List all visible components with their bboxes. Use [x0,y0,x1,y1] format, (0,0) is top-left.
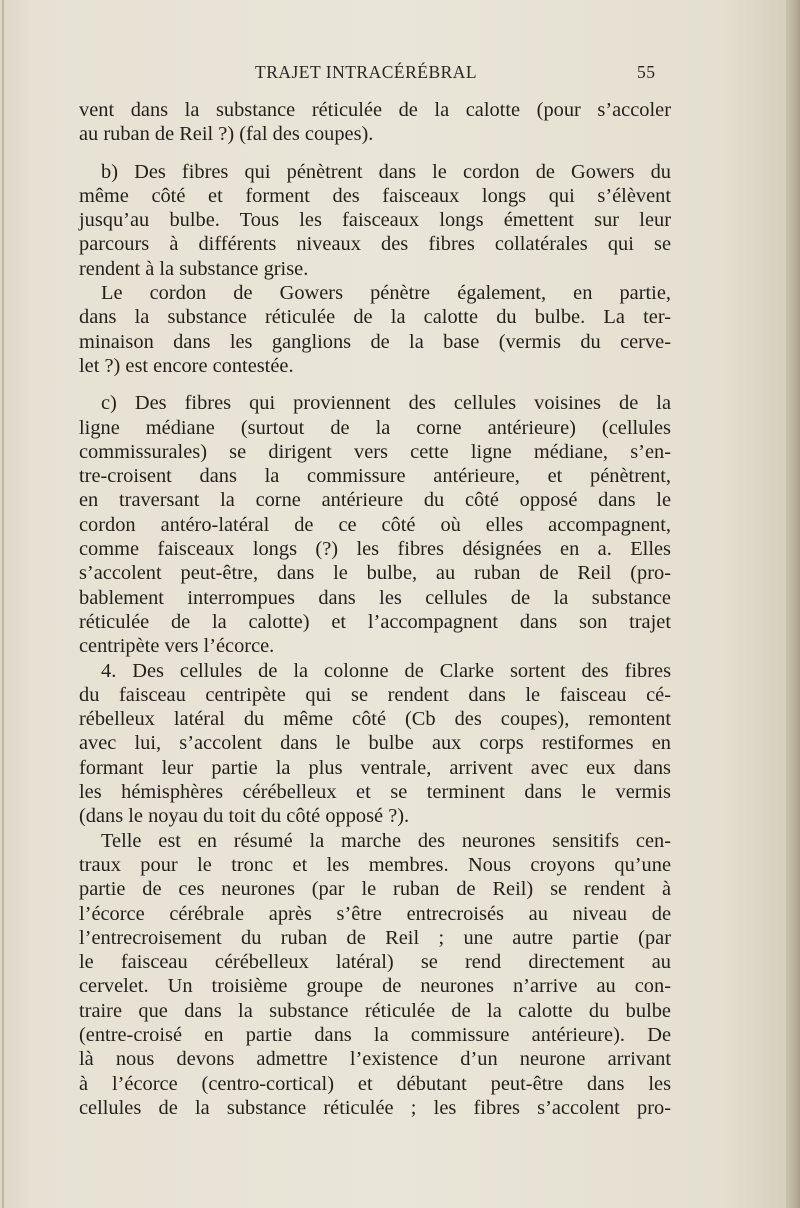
text-line: traire que dans la substance réticulée de la calotte du bulbe [79,999,671,1022]
text-line: réticulée de la calotte) et l’accompagnent dans son trajet [79,610,671,633]
body-text [79,98,671,1120]
running-head-title: TRAJET INTRACÉRÉBRAL [255,62,478,82]
text-line: Le cordon de Gowers pénètre également, en partie, [101,282,671,305]
text-line: partie de ces neurones (par le ruban de Reil) se rendent à [79,878,671,901]
text-line: jusqu’au bulbe. Tous les faisceaux longs émettent sur leur [79,209,671,232]
text-line: comme faisceaux longs (?) les fibres désignées en a. Elles [79,538,671,561]
text-line: traux pour le tronc et les membres. Nous croyons qu’une [79,853,671,876]
text-line: à l’écorce (centro-cortical) et débutant peut-être dans les [79,1072,671,1095]
text-line: là nous devons admettre l’existence d’un neurone arrivant [79,1048,671,1071]
text-line: commissurales) se dirigent vers cette ligne médiane, s’en- [79,440,671,463]
text-line: tre-croisent dans la commissure antérieure, et pénètrent, [79,465,671,488]
text-line: vent dans la substance réticulée de la calotte (pour s’accoler [79,99,671,121]
text-line: même côté et forment des faisceaux longs qui s’élèvent [79,184,671,207]
book-edge [786,0,800,1208]
text-line: parcours à différents niveaux des fibres collatérales qui se [79,233,671,256]
text-line: cervelet. Un troisième groupe de neurones n’arrive au con- [79,975,671,998]
text-line: formant leur partie la plus ventrale, arrivent avec eux dans [79,756,671,779]
text-line: en traversant la corne antérieure du côté opposé dans le [79,489,671,512]
text-line: du faisceau centripète qui se rendent dans le faisceau cé- [79,683,671,706]
paragraph-gap [79,147,671,160]
text-line: (dans le noyau du toit du côté opposé ?). [79,805,410,828]
paragraph-gap [79,378,671,391]
text-line: rébelleux latéral du même côté (Cb des coupes), remontent [79,708,671,731]
text-line: au ruban de Reil ?) (fal des coupes). [79,123,374,146]
text-line: centripète vers l’écorce. [79,635,275,658]
text-line: bablement interrompues dans les cellules de la substance [79,586,671,609]
text-line: cordon antéro-latéral de ce côté où elles accompagnent, [79,513,671,536]
text-line: b) Des fibres qui pénètrent dans le cordon de Gowers du [101,160,671,183]
text-line: rendent à la substance grise. [79,257,309,280]
text-line: avec lui, s’accolent dans le bulbe aux corps restiformes en [79,732,671,755]
text-line: cellules de la substance réticulée ; les fibres s’accolent pro- [79,1096,671,1119]
text-line: l’écorce cérébrale après s’être entrecroisés au niveau de [79,902,671,925]
text-line: dans la substance réticulée de la calotte du bulbe. La ter- [79,306,671,329]
text-line: let ?) est encore contestée. [79,354,294,377]
text-line: le faisceau cérébelleux latéral) se rend directement au [79,951,671,974]
text-line: les hémisphères cérébelleux et se terminent dans le vermis [79,781,671,804]
running-head [0,62,786,86]
text-line: Telle est en résumé la marche des neurones sensitifs cen- [101,829,671,852]
page-gutter [2,0,4,1208]
text-line: (entre-croisé en partie dans la commissure antérieure). De [79,1023,671,1046]
text-line: ligne médiane (surtout de la corne antérieure) (cellules [79,416,671,439]
text-line: c) Des fibres qui proviennent des cellules voisines de la [101,392,671,415]
page-number: 55 [637,62,656,82]
text-line: minaison dans les ganglions de la base (vermis du cerve- [79,330,671,353]
text-line: s’accolent peut-être, dans le bulbe, au ruban de Reil (pro- [79,562,671,585]
text-line: 4. Des cellules de la colonne de Clarke sortent des fibres [101,659,671,682]
text-line: l’entrecroisement du ruban de Reil ; une autre partie (par [79,926,671,949]
